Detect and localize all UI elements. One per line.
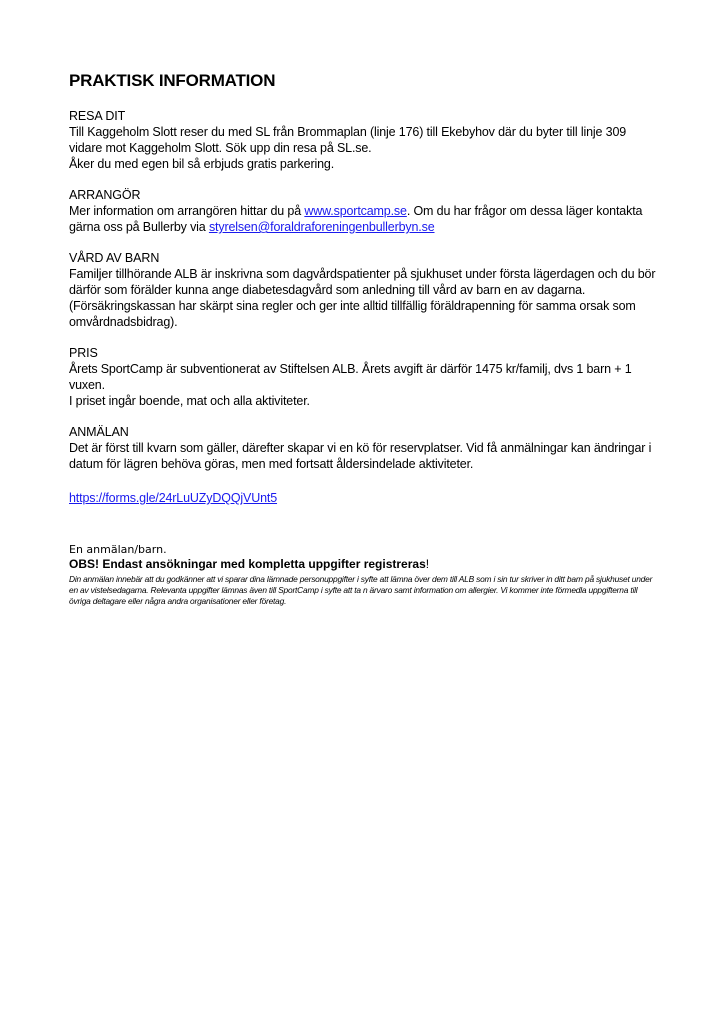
section-resa-dit	[69, 108, 659, 172]
paragraph-registration: Det är först till kvarn som gäller, därefter skapar vi en kö för reservplatser. Vid få anmälningar kan ändringar i datum för lägren behöva göras, men med fortsatt åldersindelade aktiviteter.	[69, 441, 652, 471]
section-heading-pris: PRIS	[69, 346, 98, 360]
paragraph-price: Årets SportCamp är subventionerat av Stiftelsen ALB. Årets avgift är därför 1475 kr/familj, dvs 1 barn + 1 vuxen.	[69, 362, 632, 392]
registration-footer	[69, 542, 659, 607]
paragraph-forsakringskassan: (Försäkringskassan har skärpt sina regler och ger inte alltid tillfällig föräldrapenning för samma orsak som omvårdnadsbidrag).	[69, 299, 636, 329]
paragraph-organizer-info	[69, 203, 659, 235]
organizer-text-before: Mer information om arrangören hittar du på	[69, 204, 305, 218]
section-arrangor	[69, 187, 659, 235]
registration-form-link[interactable]: https://forms.gle/24rLuUZyDQQjVUnt5	[69, 491, 278, 505]
section-pris	[69, 345, 659, 409]
document-content	[69, 70, 659, 607]
privacy-fine-print: Din anmälan innebär att du godkänner att vi sparar dina lämnade personuppgifter i syfte att lämna över dem till ALB som i sin tur skriver in ditt barn på sjukhuset under en av vistelsedagarna. Relevanta uppgifter lämnas även till SportCamp i syfte att ta n ärvaro samt information om allergier. Vi kommer inte förmedla uppgifterna till övriga deltagare eller några andra organisationer eller företag.	[69, 574, 653, 606]
section-anmalan	[69, 424, 659, 506]
form-link-row	[69, 490, 659, 506]
paragraph-travel-route: Till Kaggeholm Slott reser du med SL från Brommaplan (linje 176) till Ekebyhov där du byter till linje 309 vidare mot Kaggeholm Slott. Sök upp din resa på SL.se.	[69, 125, 627, 155]
obs-notice-bold: OBS! Endast ansökningar med kompletta uppgifter registreras	[69, 557, 426, 571]
section-heading-anmalan: ANMÄLAN	[69, 425, 129, 439]
obs-notice-end: !	[425, 557, 430, 571]
sportcamp-link[interactable]: www.sportcamp.se	[304, 204, 407, 218]
paragraph-day-care-patients: Familjer tillhörande ALB är inskrivna som dagvårdspatienter på sjukhuset under första lägerdagen och du bör därför som förälder kunna ange diabetesdagvård som anledning till vård av barn en av dagarna.	[69, 267, 656, 297]
page-title: PRAKTISK INFORMATION	[69, 71, 276, 90]
section-vard-av-barn	[69, 250, 659, 330]
paragraph-parking: Åker du med egen bil så erbjuds gratis parkering.	[69, 157, 335, 171]
obs-notice	[69, 557, 659, 572]
paragraph-price-includes: I priset ingår boende, mat och alla aktiviteter.	[69, 394, 310, 408]
per-child-note: En anmälan/barn.	[69, 543, 167, 556]
board-email-link[interactable]: styrelsen@foraldraforeningenbullerbyn.se	[208, 220, 435, 234]
section-heading-vard-av-barn: VÅRD AV BARN	[69, 251, 160, 265]
section-heading-resa-dit: RESA DIT	[69, 109, 126, 123]
section-heading-arrangor: ARRANGÖR	[69, 188, 141, 202]
organizer-text-between: . Om du har frågor om dessa läger kontakta gärna oss på Bullerby via	[69, 204, 643, 234]
